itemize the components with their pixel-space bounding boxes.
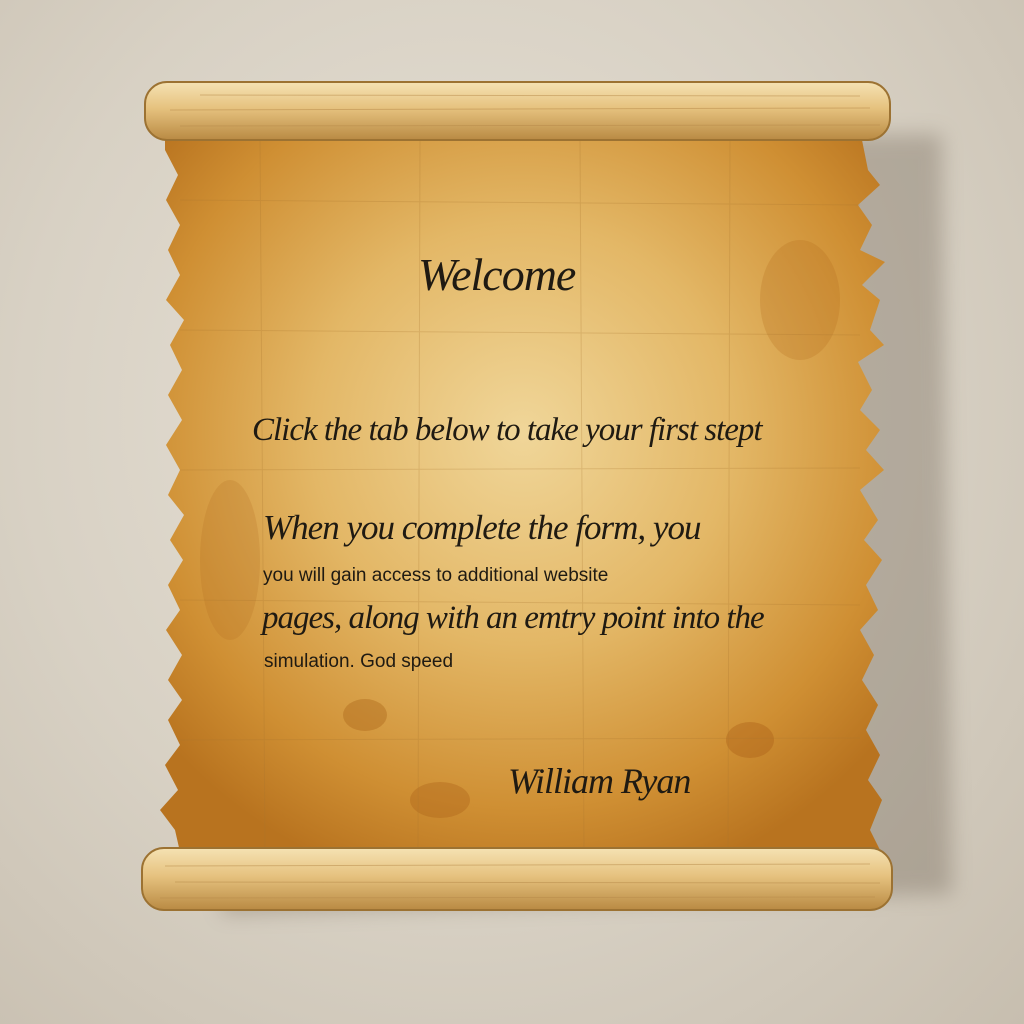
stain [410,782,470,818]
welcome-heading: Welcome [418,249,576,300]
parchment-body [160,130,885,852]
message-line-1: When you complete the form, you [263,508,701,547]
bottom-roll [142,848,892,910]
stain [200,480,260,640]
message-line-2: you will gain access to additional website [263,565,609,586]
message-line-3: pages, along with an emtry point into the [262,600,764,636]
signature: William Ryan [508,761,691,801]
instruction-text: Click the tab below to take your first stept [252,412,762,448]
stain [760,240,840,360]
stain [343,699,387,731]
message-line-4: simulation. God speed [264,651,454,672]
stain [726,722,774,758]
top-roll [145,82,890,140]
